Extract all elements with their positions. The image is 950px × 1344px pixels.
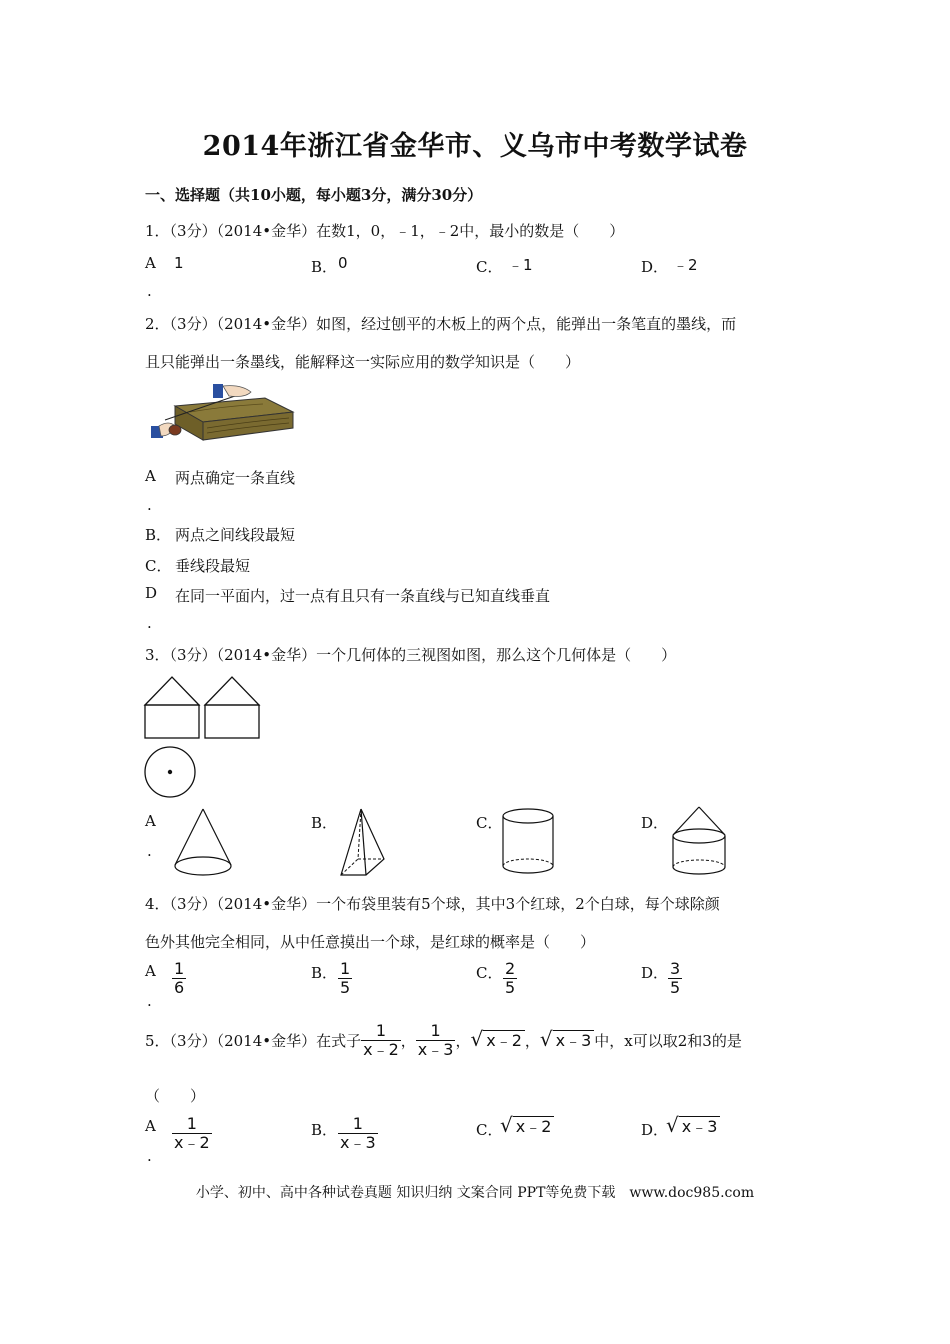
option-dot: . bbox=[147, 1147, 152, 1165]
q5-option-c-label: C． bbox=[476, 1121, 503, 1139]
q1-option-d: ﹣2 bbox=[673, 256, 698, 274]
q2-option-c: 垂线段最短 bbox=[175, 557, 251, 575]
q5-option-d-label: D． bbox=[641, 1121, 669, 1139]
q4-option-d-fraction: $\frac{3}{5}$ bbox=[670, 959, 681, 997]
q2-option-c-label: C． bbox=[145, 557, 172, 575]
q4-option-c-fraction: $\frac{2}{5}$ bbox=[505, 959, 516, 997]
q5-option-a-label: A bbox=[145, 1117, 156, 1135]
q5-comma: ， bbox=[400, 1031, 416, 1050]
q3-option-b-label: B． bbox=[311, 814, 338, 832]
pyramid-icon bbox=[338, 807, 388, 879]
option-dot: . bbox=[147, 496, 152, 514]
question-4-stem-line1: 4．（3分）（2014•金华）一个布袋里装有5个球，其中3个红球，2个白球，每个球除颜 bbox=[145, 895, 720, 913]
cylinder-icon bbox=[500, 807, 556, 877]
q1-option-c: ﹣1 bbox=[508, 256, 533, 274]
q5-comma: ， bbox=[524, 1031, 540, 1050]
option-dot: . bbox=[147, 614, 152, 632]
q4-option-d-label: D． bbox=[641, 964, 669, 982]
q5-stem-suffix: 中，x可以取2和3的是 bbox=[594, 1031, 742, 1050]
q1-option-a: 1 bbox=[174, 254, 184, 272]
q5-option-b-fraction: $\frac{1}{x﹣3}$ bbox=[340, 1114, 376, 1152]
option-dot: . bbox=[147, 282, 152, 300]
q2-option-d: 在同一平面内，过一点有且只有一条直线与已知直线垂直 bbox=[175, 587, 551, 605]
q3-option-a-label: A bbox=[145, 812, 156, 830]
q5-stem-prefix: 5．（3分）（2014•金华）在式子 bbox=[145, 1031, 362, 1050]
page-footer: 小学、初中、高中各种试卷真题 知识归纳 文案合同 PPT等免费下载 www.doc985.com bbox=[195, 1185, 755, 1201]
question-2-stem-line1: 2．（3分）（2014•金华）如图，经过刨平的木板上的两个点，能弹出一条笔直的墨线，而 bbox=[145, 315, 737, 333]
q3-option-c-label: C． bbox=[476, 814, 503, 832]
q2-option-b-label: B． bbox=[145, 526, 172, 544]
q4-option-c-label: C． bbox=[476, 964, 503, 982]
q2-option-d-label: D bbox=[145, 584, 158, 602]
question-2-stem-line2: 且只能弹出一条墨线，能解释这一实际应用的数学知识是（ ） bbox=[145, 353, 581, 371]
q4-option-b-label: B． bbox=[311, 964, 338, 982]
question-4-stem-line2: 色外其他完全相同，从中任意摸出一个球，是红球的概率是（ ） bbox=[145, 933, 596, 951]
question-5-stem bbox=[145, 1022, 742, 1058]
q1-option-d-label: D． bbox=[641, 258, 669, 276]
q3-option-d-label: D． bbox=[641, 814, 669, 832]
q5-comma: ， bbox=[455, 1031, 471, 1050]
question-1-stem: 1．（3分）（2014•金华）在数1，0，﹣1，﹣2中，最小的数是（ ） bbox=[145, 222, 625, 240]
q5-option-a-fraction: $\frac{1}{x﹣2}$ bbox=[174, 1114, 210, 1152]
q5-expr-4: √ x﹣3 bbox=[540, 1029, 594, 1051]
q1-option-a-label: A bbox=[145, 254, 156, 272]
q5-expr-2: $\frac{1}{x﹣3}$ bbox=[417, 1021, 454, 1059]
q5-option-b-label: B． bbox=[311, 1121, 338, 1139]
cone-on-cylinder-icon bbox=[669, 805, 729, 877]
section-heading: 一、选择题（共10小题，每小题3分，满分30分） bbox=[145, 186, 483, 204]
q2-option-b: 两点之间线段最短 bbox=[175, 526, 296, 544]
question-5-stem-line2: （ ） bbox=[145, 1087, 206, 1105]
page-title: 2014年浙江省金华市、义乌市中考数学试卷 bbox=[202, 131, 748, 162]
cone-icon bbox=[172, 807, 234, 879]
q5-option-c-sqrt: √ x﹣2 bbox=[500, 1115, 554, 1137]
option-dot: . bbox=[147, 842, 152, 860]
q4-option-b-fraction: $\frac{1}{5}$ bbox=[340, 959, 351, 997]
option-dot: . bbox=[147, 992, 152, 1010]
wood-plank-illustration bbox=[145, 382, 295, 444]
three-views-figure bbox=[143, 675, 263, 801]
q1-option-b-label: B． bbox=[311, 258, 338, 276]
q4-option-a-label: A bbox=[145, 962, 156, 980]
q5-expr-1: $\frac{1}{x﹣2}$ bbox=[363, 1021, 399, 1059]
q2-option-a-label: A bbox=[145, 467, 156, 485]
q1-option-b: 0 bbox=[338, 254, 348, 272]
q4-option-a-fraction: $\frac{1}{6}$ bbox=[174, 959, 185, 997]
q5-expr-3: √ x﹣2 bbox=[470, 1029, 524, 1051]
q2-option-a: 两点确定一条直线 bbox=[175, 469, 296, 487]
q1-option-c-label: C． bbox=[476, 258, 503, 276]
question-3-stem: 3．（3分）（2014•金华）一个几何体的三视图如图，那么这个几何体是（ ） bbox=[145, 646, 677, 664]
q5-option-d-sqrt: √ x﹣3 bbox=[666, 1115, 720, 1137]
